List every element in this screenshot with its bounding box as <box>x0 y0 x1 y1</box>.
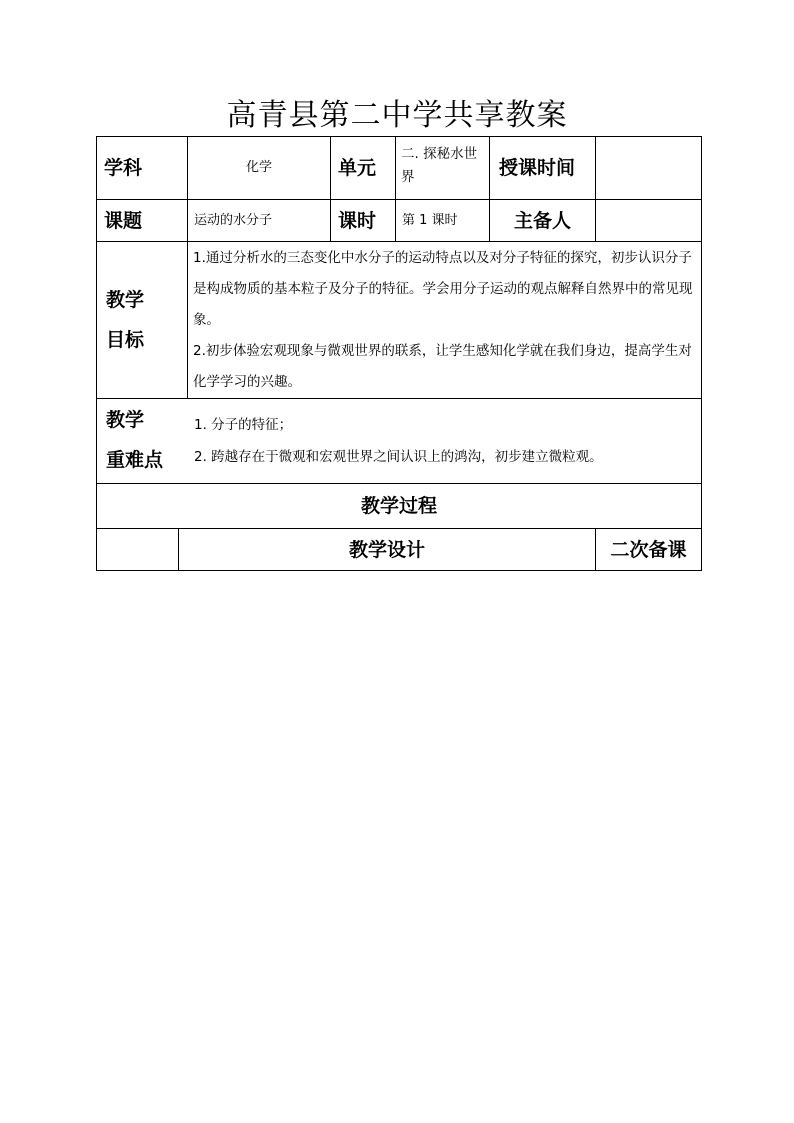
teaching-goals-content <box>193 243 699 397</box>
unit-label: 单元 <box>338 157 377 179</box>
subject-label: 学科 <box>104 157 143 179</box>
goal-item: 2.初步体验宏观现象与微观世界的联系，让学生感知化学就在我们身边，提高学生对化学学习的兴趣。 <box>193 343 692 390</box>
table-border <box>330 136 331 241</box>
key-points-label-line2: 重难点 <box>106 449 164 471</box>
teaching-goals-label-line1: 教学 <box>106 289 145 311</box>
topic-value: 运动的水分子 <box>194 212 273 228</box>
process-col-blank <box>97 529 178 570</box>
key-points-label-line1: 教学 <box>106 409 145 431</box>
key-points-content <box>194 409 699 479</box>
subject-value: 化学 <box>245 160 272 175</box>
teaching-process-header: 教学过程 <box>360 495 437 517</box>
table-border <box>96 570 702 571</box>
table-border <box>395 136 396 241</box>
lesson-time-value <box>596 137 701 199</box>
table-border <box>701 136 702 571</box>
key-point-item: 1. 分子的特征； <box>194 417 293 433</box>
teaching-design-header: 教学设计 <box>348 538 425 561</box>
key-points-label <box>106 400 186 482</box>
goal-item: 1.通过分析水的三态变化中水分子的运动特点以及对分子特征的探究，初步认识分子是构成物质的基本粒子及分子的特征。学会用分子运动的观点解释自然界中的常见现象。 <box>193 250 693 328</box>
preparer-value <box>596 200 701 241</box>
teaching-goals-label <box>106 280 186 362</box>
preparer-label: 主备人 <box>513 209 571 232</box>
secondary-prep-header: 二次备课 <box>610 538 687 561</box>
page-title: 高青县第二中学共享教案 <box>226 98 568 133</box>
unit-value: 二. 探秘水世界 <box>401 146 478 185</box>
key-point-item: 2. 跨越存在于微观和宏观世界之间认识上的鸿沟，初步建立微粒观。 <box>194 449 603 465</box>
table-border <box>96 398 702 399</box>
teaching-goals-label-line2: 目标 <box>106 329 145 351</box>
period-value: 第 1 课时 <box>402 212 458 228</box>
topic-label: 课题 <box>104 209 143 232</box>
period-label: 课时 <box>338 209 377 232</box>
lesson-time-label: 授课时间 <box>499 157 576 179</box>
